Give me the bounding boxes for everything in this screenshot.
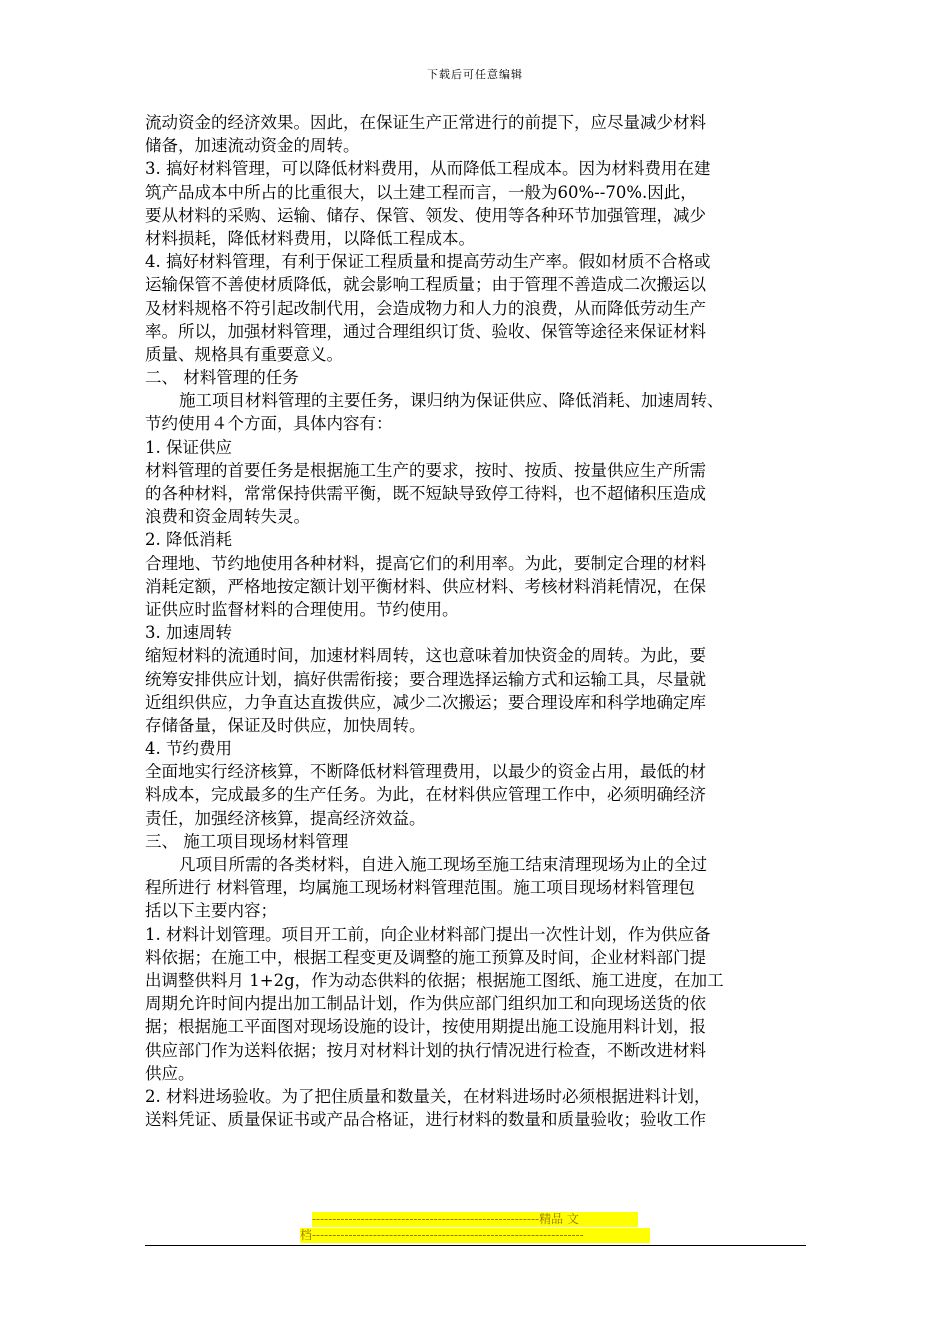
subsection-heading: 4. 节约费用 — [145, 739, 232, 759]
paragraph-line: 合理地、节约地使用各种材料，提高它们的利用率。为此，要制定合理的材料 — [145, 553, 706, 573]
paragraph-line: 1. 材料计划管理。项目开工前，向企业材料部门提出一次性计划，作为供应备 — [145, 924, 711, 944]
paragraph-line: 施工项目材料管理的主要任务，课归纳为保证供应、降低消耗、加速周转、 — [179, 391, 724, 411]
paragraph-line: 率。所以，加强材料管理，通过合理组织订货、验收、保管等途径来保证材料 — [145, 321, 706, 341]
paragraph-line: 缩短材料的流通时间，加速材料周转，这也意味着加快资金的周转。为此，要 — [145, 646, 706, 666]
subsection-heading: 3. 加速周转 — [145, 623, 232, 643]
paragraph-line: 料成本，完成最多的生产任务。为此，在材料供应管理工作中，必须明确经济 — [145, 785, 706, 805]
paragraph-line: 筑产品成本中所占的比重很大，以土建工程而言，一般为60%--70%.因此， — [145, 182, 697, 202]
paragraph-line: 送料凭证、质量保证书或产品合格证，进行材料的数量和质量验收；验收工作 — [145, 1110, 706, 1130]
section-heading: 三、 施工项目现场材料管理 — [145, 831, 349, 851]
paragraph-line: 及材料规格不符引起改制代用，会造成物力和人力的浪费，从而降低劳动生产 — [145, 298, 706, 318]
paragraph-line: 责任，加强经济核算，提高经济效益。 — [145, 808, 426, 828]
subsection-heading: 2. 降低消耗 — [145, 530, 232, 550]
footer-watermark-line-2: 档------------------------------------------------------------------- — [300, 1228, 650, 1243]
paragraph-line: 周期允许时间内提出加工制品计划，作为供应部门组织加工和向现场送货的依 — [145, 994, 706, 1014]
paragraph-line: 的各种材料，常常保持供需平衡，既不短缺导致停工待料，也不超储积压造成 — [145, 484, 706, 503]
document-body — [145, 111, 820, 1131]
footer-divider — [145, 1245, 806, 1246]
paragraph-line: 出调整供料月 1+2g，作为动态供料的依据；根据施工图纸、施工进度，在加工 — [145, 970, 724, 990]
paragraph-line: 质量、规格具有重要意义。 — [145, 344, 343, 364]
paragraph-line: 统筹安排供应计划，搞好供需衔接；要合理选择运输方式和运输工具，尽量就 — [145, 669, 706, 689]
paragraph-line: 供应部门作为送料依据；按月对材料计划的执行情况进行检查，不断改进材料 — [145, 1040, 706, 1060]
paragraph-line: 浪费和资金周转失灵。 — [145, 507, 310, 527]
paragraph-line: 储备，加速流动资金的周转。 — [145, 136, 360, 156]
paragraph-line: 近组织供应，力争直达直拨供应，减少二次搬运；要合理设库和科学地确定库 — [145, 692, 706, 712]
paragraph-line: 料依据；在施工中，根据工程变更及调整的施工预算及时间，企业材料部门提 — [145, 947, 706, 967]
paragraph-line: 节约使用４个方面，具体内容有： — [145, 414, 393, 434]
paragraph-line: 消耗定额，严格地按定额计划平衡材料、供应材料、考核材料消耗情况，在保 — [145, 576, 706, 596]
paragraph-line: 4. 搞好材料管理，有利于保证工程质量和提高劳动生产率。假如材质不合格或 — [145, 252, 711, 272]
subsection-heading: 1. 保证供应 — [145, 437, 232, 457]
paragraph-line: 存储备量，保证及时供应，加快周转。 — [145, 715, 426, 735]
paragraph-line: 括以下主要内容； — [145, 901, 277, 921]
paragraph-line: 流动资金的经济效果。因此，在保证生产正常进行的前提下，应尽量减少材料 — [145, 113, 706, 132]
paragraph-line: 程所进行 材料管理，均属施工现场材料管理范围。施工项目现场材料管理包 — [145, 878, 695, 898]
paragraph-line: 要从材料的采购、运输、储存、保管、领发、使用等各种环节加强管理，减少 — [145, 205, 706, 225]
paragraph-line: 运输保管不善使材质降低，就会影响工程质量；由于管理不善造成二次搬运以 — [145, 275, 706, 295]
paragraph-line: 材料管理的首要任务是根据施工生产的要求，按时、按质、按量供应生产所需 — [145, 460, 706, 480]
paragraph-line: 全面地实行经济核算，不断降低材料管理费用，以最少的资金占用，最低的材 — [145, 762, 706, 782]
paragraph-line: 证供应时监督材料的合理使用。节约使用。 — [145, 599, 459, 619]
footer-watermark-line-1: --------------------------------------------------------精品 文 — [312, 1212, 638, 1227]
page-header: 下载后可任意编辑 — [427, 68, 523, 81]
paragraph-line: 3. 搞好材料管理，可以降低材料费用，从而降低工程成本。因为材料费用在建 — [145, 159, 711, 179]
paragraph-line: 2. 材料进场验收。为了把住质量和数量关，在材料进场时必须根据进料计划， — [145, 1086, 711, 1106]
section-heading: 二、 材料管理的任务 — [145, 368, 299, 388]
paragraph-line: 凡项目所需的各类材料，自进入施工现场至施工结束清理现场为止的全过 — [179, 855, 707, 874]
paragraph-line: 材料损耗，降低材料费用，以降低工程成本。 — [145, 228, 475, 248]
paragraph-line: 供应。 — [145, 1063, 195, 1083]
paragraph-line: 据；根据施工平面图对现场设施的设计，按使用期提出施工设施用料计划，报 — [145, 1017, 706, 1037]
